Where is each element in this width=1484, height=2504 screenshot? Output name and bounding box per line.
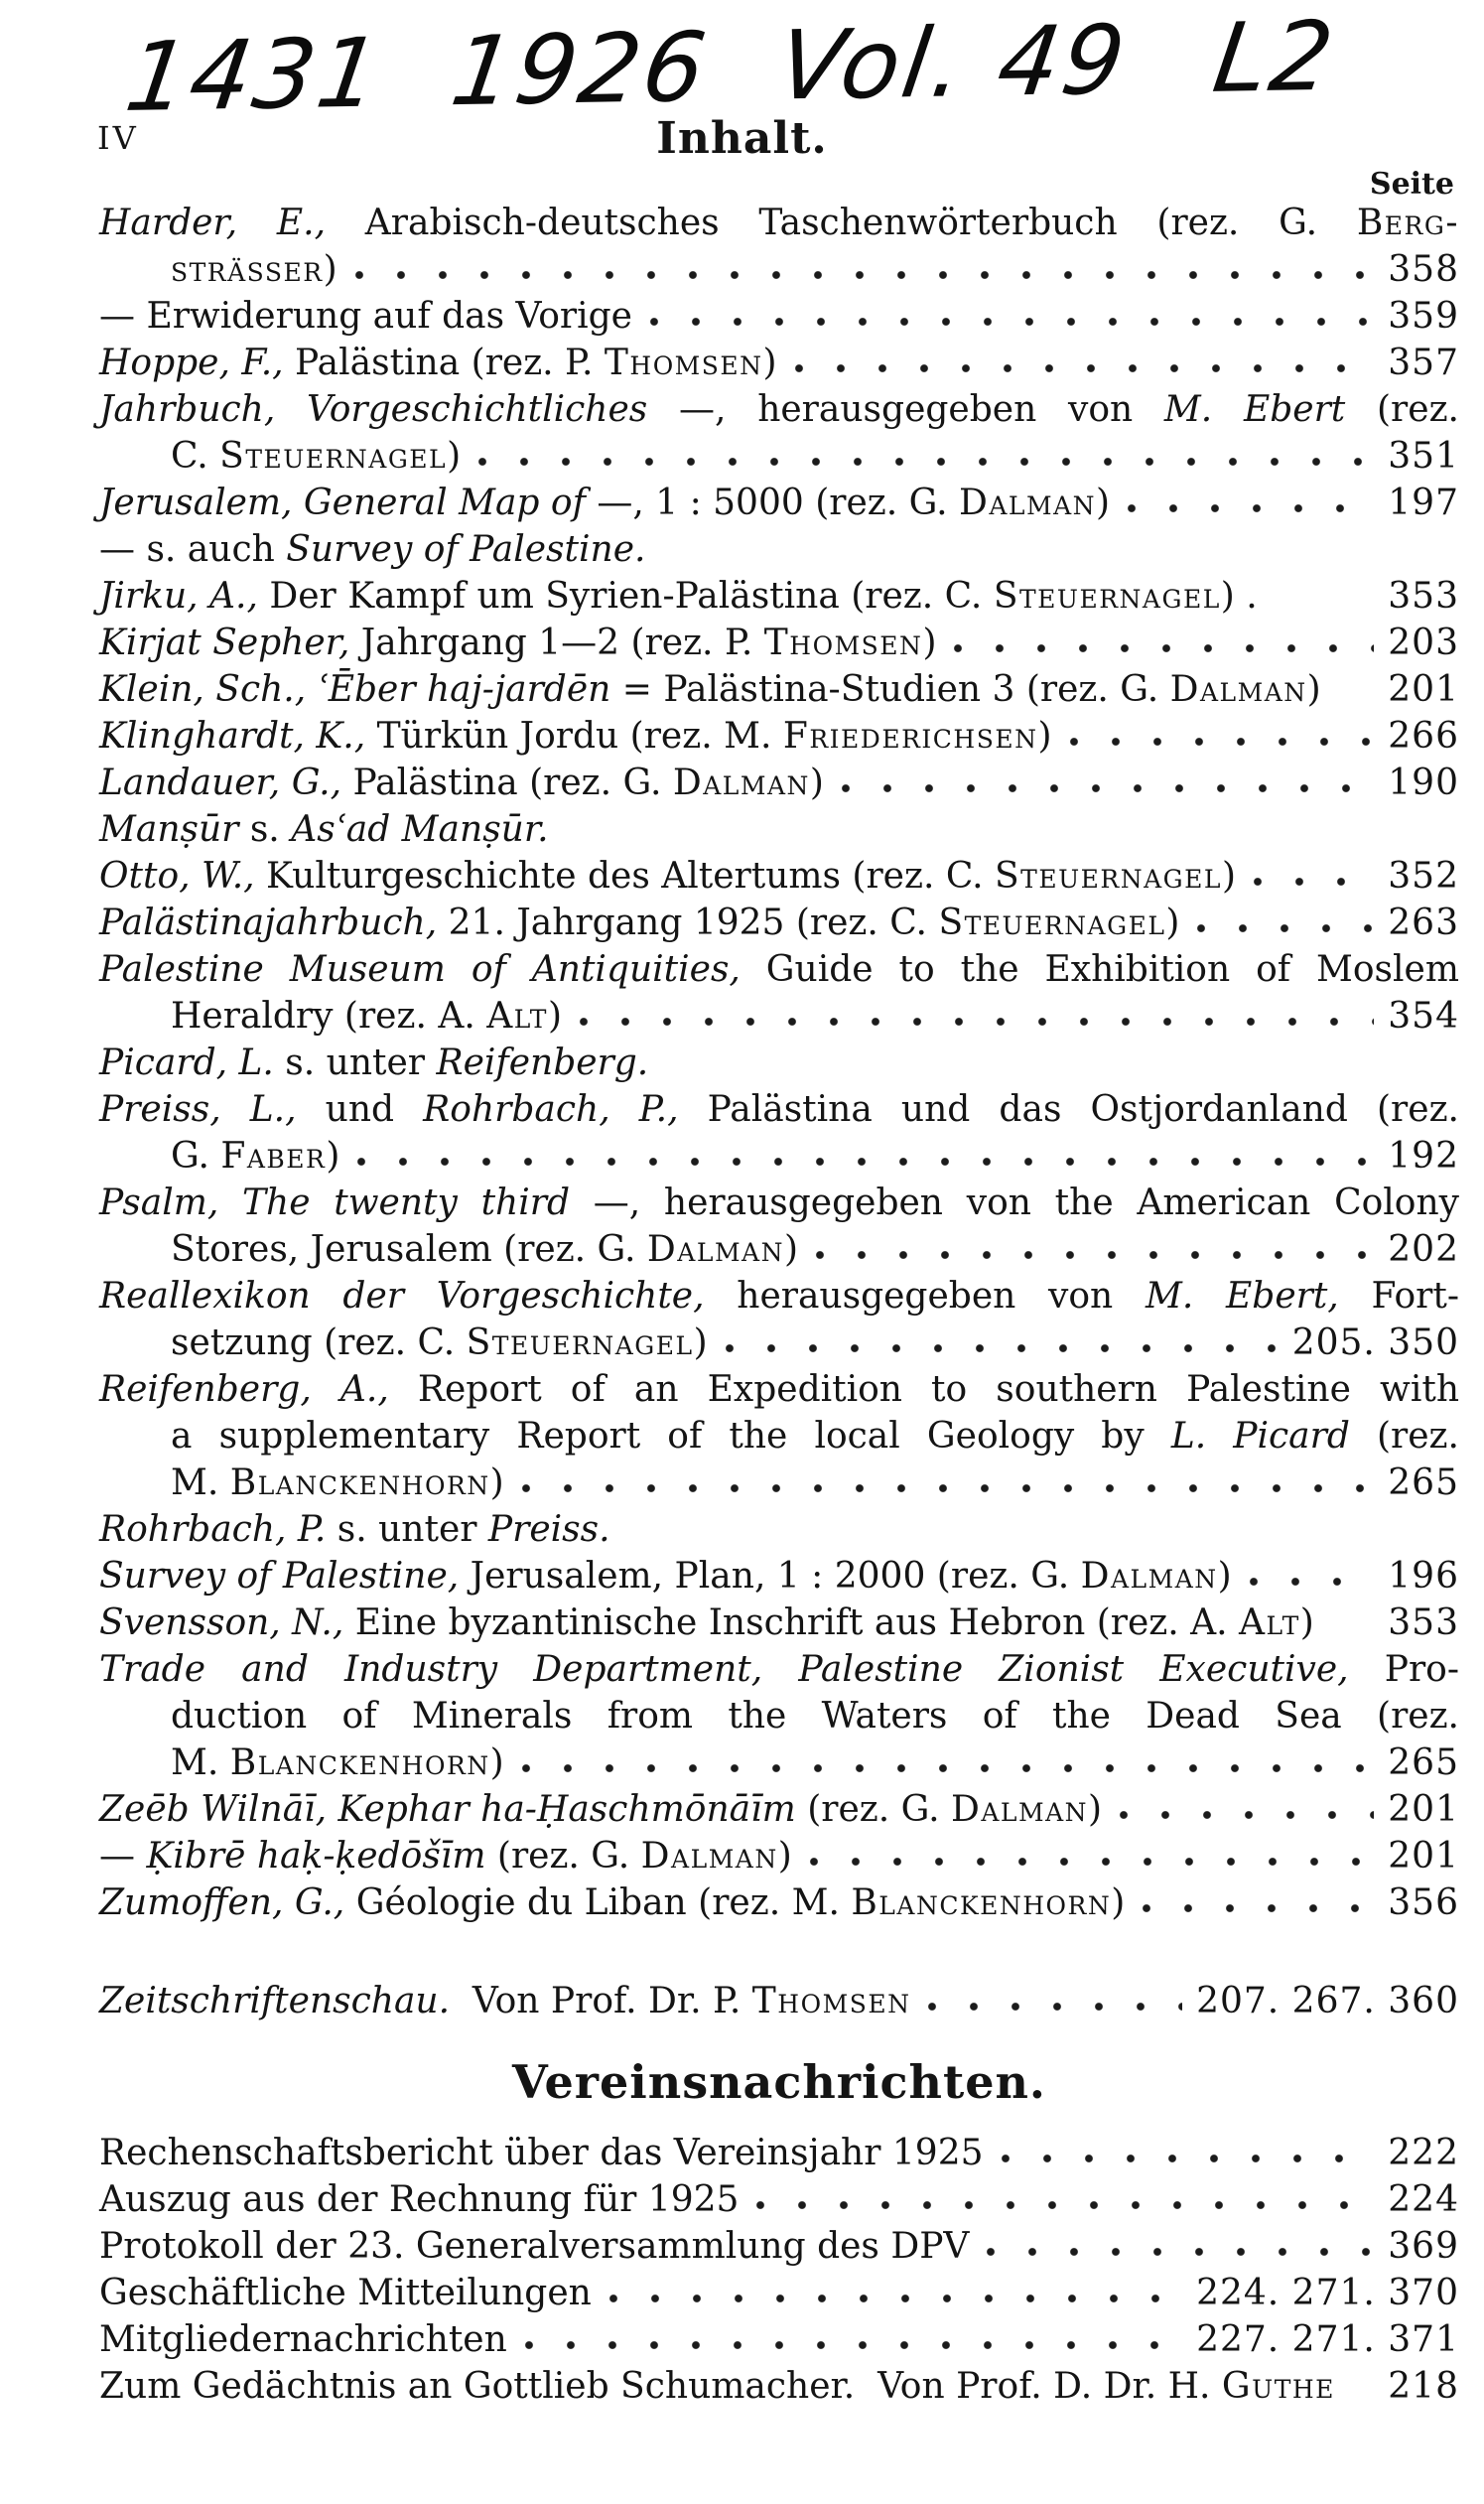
page-number: 203	[1388, 623, 1459, 663]
page-number: 353	[1388, 576, 1459, 617]
page-number: 356	[1388, 1882, 1459, 1923]
toc-line-text: Psalm, The twenty third —, herausgegeben von the American Colony	[99, 1182, 1460, 1223]
toc-line	[99, 1322, 1459, 1369]
toc-line-text: Reallexikon der Vorgeschichte, herausgegeben von M. Ebert, Fort-	[99, 1276, 1459, 1317]
dot-leader	[578, 1016, 1374, 1028]
page-number: 190	[1388, 763, 1459, 803]
toc-line	[99, 1742, 1459, 1789]
toc-line	[99, 623, 1459, 669]
toc-line-text: Manṣūr s. Asʿad Manṣūr.	[99, 809, 549, 850]
toc-line	[99, 716, 1459, 763]
page-number: 369	[1388, 2226, 1459, 2267]
toc-line	[99, 389, 1459, 436]
page-column-label: Seite	[1369, 167, 1454, 202]
page-number: 197	[1388, 483, 1459, 523]
toc-line	[99, 1089, 1459, 1136]
handwritten-shelf-mark: L2	[1207, 0, 1343, 114]
dot-leader	[1126, 502, 1374, 514]
dot-leader	[355, 1156, 1374, 1168]
handwritten-year: 1926	[445, 11, 716, 128]
toc-line	[99, 2226, 1459, 2273]
toc-line-text: Protokoll der 23. Generalversammlung des DPV	[99, 2226, 970, 2267]
page-number-roman: IV	[97, 119, 139, 157]
toc-line	[99, 1229, 1459, 1276]
toc-line	[99, 1369, 1459, 1416]
toc-line-text: Reifenberg, A., Report of an Expedition to southern Palestine with	[99, 1369, 1459, 1410]
page-title: Inhalt.	[656, 113, 828, 164]
toc-line	[99, 903, 1459, 949]
toc-line-text: a supplementary Report of the local Geology by L. Picard (rez.	[171, 1416, 1459, 1457]
dot-leader	[814, 1249, 1374, 1261]
page-number: 266	[1388, 716, 1459, 757]
toc-line-text: Zeitschriftenschau. Von Prof. Dr. P. Thomsen	[99, 1981, 911, 2021]
toc-line	[99, 1981, 1459, 2027]
page-number: 201	[1388, 669, 1459, 710]
page-number: 205. 350	[1291, 1322, 1459, 1363]
handwritten-volume: Vol. 49	[770, 4, 1135, 122]
toc-line	[99, 436, 1459, 483]
toc-line	[99, 1882, 1459, 1929]
toc-line	[99, 2273, 1459, 2319]
toc-line-text: Picard, L. s. unter Reifenberg.	[99, 1043, 649, 1083]
toc-line	[99, 809, 1459, 856]
toc-line	[99, 1416, 1459, 1462]
page-number: 358	[1388, 249, 1459, 290]
toc-line-text: Mitgliedernachrichten	[99, 2319, 507, 2360]
toc-line-text: Survey of Palestine, Jerusalem, Plan, 1 : 2000 (rez. G. Dalman)	[99, 1556, 1232, 1597]
toc-line-text: Rohrbach, P. s. unter Preiss.	[99, 1509, 610, 1550]
toc-line	[99, 1136, 1459, 1182]
page-number: 353	[1388, 1602, 1459, 1643]
page-number: 201	[1388, 1836, 1459, 1877]
page-number: 354	[1388, 996, 1459, 1037]
toc-line-text: Klinghardt, K., Türkün Jordu (rez. M. Friederichsen)	[99, 716, 1052, 757]
toc-line-text: — Erwiderung auf das Vorige	[99, 296, 632, 337]
toc-line-text: Auszug aus der Rechnung für 1925	[99, 2179, 740, 2220]
page-number: 227. 271. 371	[1196, 2319, 1459, 2360]
toc-line-text: Palestine Museum of Antiquities, Guide to the Exhibition of Moslem	[99, 949, 1459, 990]
toc-line-text: C. Steuernagel)	[171, 436, 462, 477]
toc-line	[99, 856, 1459, 903]
table-of-contents	[99, 203, 1459, 2413]
toc-line-text: strässer)	[171, 249, 337, 290]
toc-line-text: setzung (rez. C. Steuernagel)	[171, 1322, 708, 1363]
toc-line	[99, 343, 1459, 389]
toc-line-text: Preiss, L., und Rohrbach, P., Palästina und das Ostjordanland (rez.	[99, 1089, 1459, 1130]
toc-line-text: — s. auch Survey of Palestine.	[99, 529, 646, 570]
toc-line-text: Jerusalem, General Map of —, 1 : 5000 (rez. G. Dalman)	[99, 483, 1111, 523]
toc-line-text: Otto, W., Kulturgeschichte des Altertums (rez. C. Steuernagel)	[99, 856, 1237, 897]
toc-line	[99, 576, 1459, 623]
toc-line	[99, 2179, 1459, 2226]
toc-list	[99, 203, 1459, 2027]
dot-leader	[840, 782, 1374, 794]
toc-line	[99, 1182, 1459, 1229]
dot-leader	[926, 2001, 1182, 2013]
dot-leader	[607, 2293, 1182, 2304]
toc-line	[99, 1696, 1459, 1742]
dot-leader	[648, 316, 1374, 328]
toc-line-text: duction of Minerals from the Waters of the Dead Sea (rez.	[171, 1696, 1459, 1737]
toc-line-text: Palästinajahrbuch, 21. Jahrgang 1925 (rez. C. Steuernagel)	[99, 903, 1180, 943]
dot-leader	[520, 1482, 1375, 1494]
page-number: 202	[1388, 1229, 1459, 1270]
toc-line-text: Kirjat Sepher, Jahrgang 1—2 (rez. P. Thomsen)	[99, 623, 937, 663]
handwritten-annotation	[119, 0, 1484, 134]
toc-line-text: — Ḳibrē haḳ-ḳedōšīm (rez. G. Dalman)	[99, 1836, 792, 1877]
page-number: 352	[1388, 856, 1459, 897]
toc-line-text: Klein, Sch., ʿĒber haj-jardēn = Palästina-Studien 3 (rez. G. Dalman)	[99, 669, 1321, 710]
dot-leader	[952, 642, 1374, 654]
toc-line	[99, 949, 1459, 996]
toc-line	[99, 763, 1459, 809]
toc-line-text: Rechenschaftsbericht über das Vereinsjahr 1925	[99, 2133, 984, 2173]
toc-line-text: M. Blanckenhorn)	[171, 1462, 504, 1503]
page-number: 265	[1388, 1742, 1459, 1783]
dot-leader	[476, 456, 1374, 468]
toc-line-text: Svensson, N., Eine byzantinische Inschrift aus Hebron (rez. A. Alt)	[99, 1602, 1314, 1643]
handwritten-catalog-number: 1431	[119, 17, 390, 134]
page-number: 263	[1388, 903, 1459, 943]
dot-leader	[523, 2339, 1182, 2351]
toc-line	[99, 1276, 1459, 1322]
toc-line	[99, 1509, 1459, 1556]
toc-line	[99, 2366, 1459, 2413]
toc-line	[99, 2319, 1459, 2366]
section-heading: Vereinsnachrichten.	[512, 2055, 1046, 2109]
toc-line-text: M. Blanckenhorn)	[171, 1742, 504, 1783]
page-number: 201	[1388, 1789, 1459, 1830]
dot-leader	[808, 1856, 1375, 1868]
dot-leader	[724, 1342, 1279, 1354]
toc-line-text: Landauer, G., Palästina (rez. G. Dalman)	[99, 763, 824, 803]
page-number: 224	[1388, 2179, 1459, 2220]
dot-leader	[754, 2199, 1374, 2211]
page-number: 192	[1388, 1136, 1459, 1177]
toc-line	[99, 669, 1459, 716]
page-number: 265	[1388, 1462, 1459, 1503]
toc-line	[99, 1043, 1459, 1089]
vereinsnachrichten-list	[99, 2133, 1459, 2413]
toc-line	[99, 1789, 1459, 1836]
toc-line	[99, 1836, 1459, 1882]
dot-leader	[985, 2246, 1374, 2258]
toc-line-text: Stores, Jerusalem (rez. G. Dalman)	[171, 1229, 799, 1270]
toc-line	[99, 996, 1459, 1043]
dot-leader	[353, 269, 1375, 281]
dot-leader	[1068, 736, 1375, 748]
toc-line	[99, 1649, 1459, 1696]
dot-leader	[1118, 1809, 1374, 1821]
toc-line	[99, 2133, 1459, 2179]
dot-leader	[1195, 922, 1374, 934]
toc-line-text: Zeēb Wilnāī, Kephar ha-Ḥaschmōnāīm (rez. G. Dalman)	[99, 1789, 1103, 1830]
toc-line	[99, 1602, 1459, 1649]
toc-line	[99, 1462, 1459, 1509]
toc-line	[99, 249, 1459, 296]
dot-leader	[1252, 876, 1374, 888]
page-number: 224. 271. 370	[1196, 2273, 1459, 2313]
dot-leader	[1000, 2153, 1375, 2164]
page-number: 357	[1388, 343, 1459, 383]
toc-line-text: G. Faber)	[171, 1136, 340, 1177]
toc-line	[99, 529, 1459, 576]
toc-line	[99, 483, 1459, 529]
toc-line-text: Trade and Industry Department, Palestine Zionist Executive, Pro-	[99, 1649, 1460, 1690]
dot-leader	[793, 362, 1375, 374]
toc-line	[99, 1556, 1459, 1602]
toc-line-text: Geschäftliche Mitteilungen	[99, 2273, 592, 2313]
page-number: 351	[1388, 436, 1459, 477]
toc-line	[99, 203, 1459, 249]
toc-line	[99, 296, 1459, 343]
toc-line-text: Jirku, A., Der Kampf um Syrien-Palästina (rez. C. Steuernagel) .	[99, 576, 1258, 617]
toc-line-text: Heraldry (rez. A. Alt)	[171, 996, 563, 1037]
page-number: 207. 267. 360	[1196, 1981, 1459, 2021]
dot-leader	[1141, 1902, 1374, 1914]
toc-line-text: Hoppe, F., Palästina (rez. P. Thomsen)	[99, 343, 777, 383]
toc-line-text: Jahrbuch, Vorgeschichtliches —, herausgegeben von M. Ebert (rez.	[99, 389, 1459, 430]
page-number: 196	[1388, 1556, 1459, 1597]
toc-line-text: Zum Gedächtnis an Gottlieb Schumacher. Von Prof. D. Dr. H. Guthe	[99, 2366, 1335, 2407]
page-number: 218	[1388, 2366, 1459, 2407]
page-number: 222	[1388, 2133, 1459, 2173]
page-number: 359	[1388, 296, 1459, 337]
toc-line-text: Zumoffen, G., Géologie du Liban (rez. M. Blanckenhorn)	[99, 1882, 1126, 1923]
dot-leader	[520, 1762, 1375, 1774]
toc-line-text: Harder, E., Arabisch-deutsches Taschenwörterbuch (rez. G. Berg-	[99, 203, 1459, 243]
dot-leader	[1248, 1576, 1375, 1588]
